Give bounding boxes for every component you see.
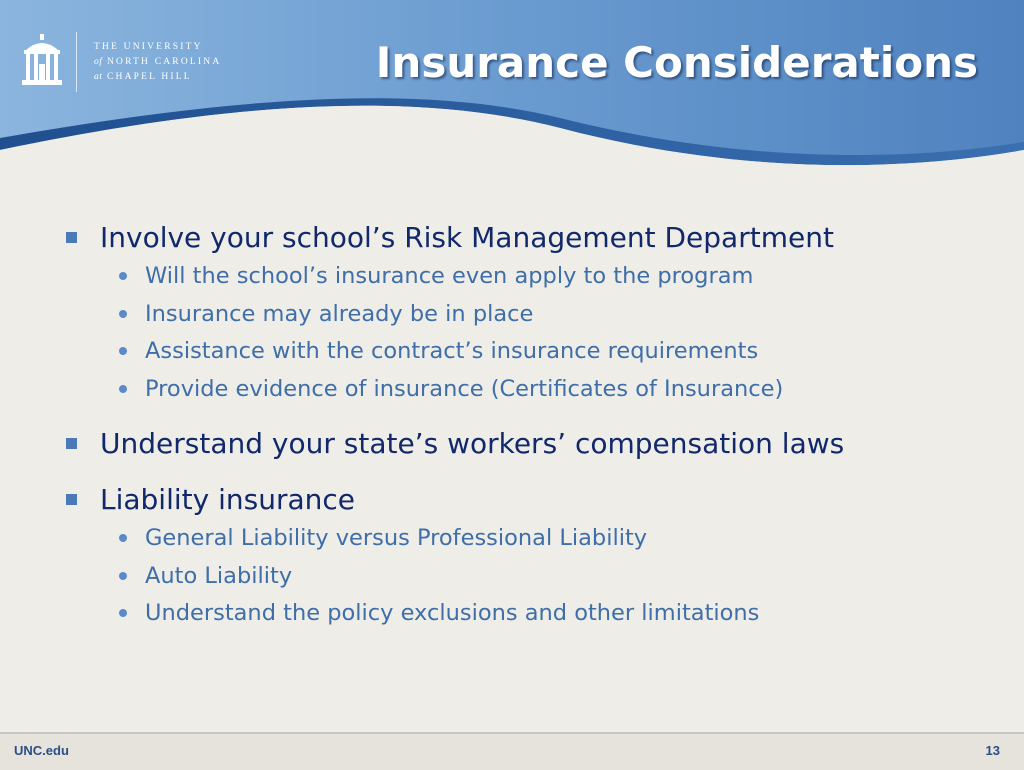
sub-bullet-text: Provide evidence of insurance (Certificates of Insurance) — [145, 375, 784, 402]
round-bullet-icon — [119, 572, 127, 580]
bullet-item — [64, 218, 964, 258]
round-bullet-icon — [119, 310, 127, 318]
header-wave-band — [0, 0, 1024, 190]
sub-bullet-item — [64, 595, 964, 633]
page-number: 13 — [985, 743, 1000, 758]
wordmark-line-2: of NORTH CAROLINA — [94, 57, 222, 67]
sub-bullet-text: Auto Liability — [145, 562, 293, 589]
round-bullet-icon — [119, 272, 127, 280]
slide-header — [0, 0, 1024, 190]
round-bullet-icon — [119, 347, 127, 355]
sub-bullet-text: Will the school’s insurance even apply to the program — [145, 263, 754, 289]
sub-bullet-item — [64, 371, 964, 409]
sub-bullet-text: Understand the policy exclusions and other limitations — [145, 600, 760, 626]
wordmark-line-3: at CHAPEL HILL — [94, 72, 192, 82]
square-bullet-icon — [66, 232, 77, 243]
sub-bullet-item — [64, 520, 964, 558]
sub-bullet-text: Insurance may already be in place — [145, 300, 534, 327]
round-bullet-icon — [119, 609, 127, 617]
sub-bullet-text: Assistance with the contract’s insurance requirements — [145, 338, 759, 364]
bullet-list — [64, 218, 964, 633]
bullet-text: Understand your state’s workers’ compensation laws — [100, 427, 845, 460]
square-bullet-icon — [66, 438, 77, 449]
square-bullet-icon — [66, 494, 77, 505]
sub-bullet-text: General Liability versus Professional Liability — [145, 525, 648, 551]
bullet-item — [64, 480, 964, 520]
bullet-text: Liability insurance — [100, 483, 355, 516]
slide-title: Insurance Considerations — [375, 38, 978, 87]
sub-bullet-item — [64, 333, 964, 371]
bullet-text: Involve your school’s Risk Management Department — [100, 221, 834, 254]
slide-footer — [0, 732, 1024, 770]
bullet-item — [64, 424, 964, 464]
footer-site-link[interactable]: UNC.edu — [14, 743, 69, 758]
round-bullet-icon — [119, 385, 127, 393]
wordmark-line-1: THE UNIVERSITY — [94, 42, 203, 52]
university-wordmark — [94, 40, 221, 85]
sub-bullet-item — [64, 558, 964, 596]
round-bullet-icon — [119, 534, 127, 542]
sub-bullet-item — [64, 258, 964, 296]
sub-bullet-item — [64, 296, 964, 334]
logo-divider — [76, 32, 77, 92]
old-well-logo-icon — [20, 34, 64, 90]
